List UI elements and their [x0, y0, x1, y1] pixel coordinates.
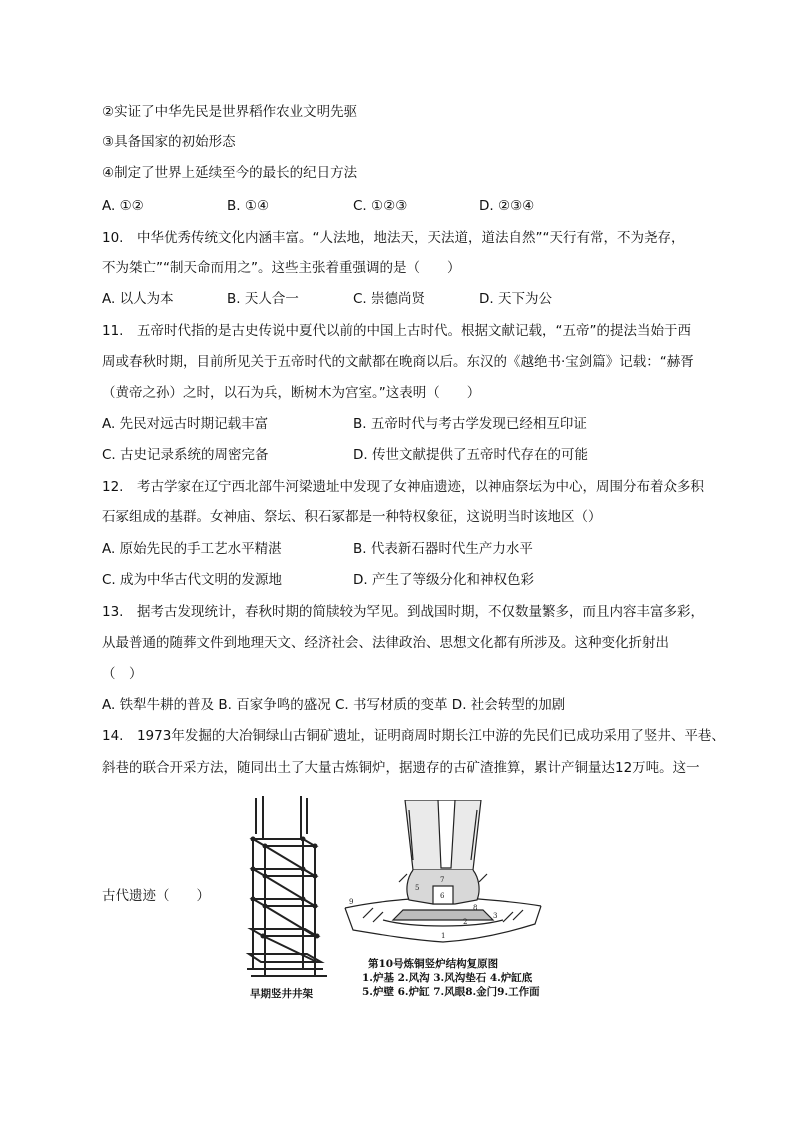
q11-option-b[interactable]: B. 五帝时代与考古学发现已经相互印证 [353, 416, 587, 432]
furnace-label-1: 1 [441, 932, 446, 940]
q13-text-line-1: 13. 据考古发现统计，春秋时期的简牍较为罕见。到战国时期，不仅数量繁多，而且内容丰富多彩， [102, 604, 704, 620]
q14-text-line-1: 14. 1973年发掘的大冶铜绿山古铜矿遗址，证明商周时期长江中游的先民们已成功采用了竖井、平巷、 [102, 728, 725, 744]
q10-option-c[interactable]: C. 崇德尚贤 [353, 291, 426, 307]
q9-statement-4: ④制定了世界上延续至今的最长的纪日方法 [102, 165, 358, 181]
q11-text-line-1: 11. 五帝时代指的是古史传说中夏代以前的中国上古时代。根据文献记载，“五帝”的提法当始于西 [102, 323, 691, 339]
q9-statement-3: ③具备国家的初始形态 [102, 134, 236, 150]
furnace-label-8: 8 [473, 904, 478, 912]
q10-option-b[interactable]: B. 天人合一 [227, 291, 299, 307]
furnace-label-9: 9 [349, 898, 354, 906]
q9-statement-2: ②实证了中华先民是世界稻作农业文明先驱 [102, 104, 358, 120]
q12-text-line-2: 石冢组成的基群。女神庙、祭坛、积石冢都是一种特权象征，这说明当时该地区（） [102, 509, 602, 525]
q9-option-b[interactable]: B. ①④ [227, 198, 270, 214]
q10-text-line-2: 不为桀亡”“制天命而用之”。这些主张着重强调的是（ ） [102, 260, 461, 276]
q10-option-a[interactable]: A. 以人为本 [102, 291, 174, 307]
furnace-label-7: 7 [440, 876, 445, 884]
q14-text-line-2: 斜巷的联合开采方法，随同出土了大量古炼铜炉，据遗存的古矿渣推算，累计产铜量达12万吨。这一 [102, 760, 700, 776]
q13-options[interactable]: A. 铁犁牛耕的普及 B. 百家争鸣的盛况 C. 书写材质的变革 D. 社会转型的加剧 [102, 697, 566, 713]
q9-option-d[interactable]: D. ②③④ [479, 198, 535, 214]
q10-option-d[interactable]: D. 天下为公 [479, 291, 552, 307]
q12-option-a[interactable]: A. 原始先民的手工艺水平精湛 [102, 541, 282, 557]
q9-option-a[interactable]: A. ①② [102, 198, 144, 214]
furnace-caption-title: 第10号炼铜竖炉结构复原图 [368, 958, 499, 970]
q11-option-d[interactable]: D. 传世文献提供了五帝时代存在的可能 [353, 447, 588, 463]
furnace-label-2: 2 [463, 918, 468, 926]
furnace-figure [343, 800, 543, 960]
shaft-frame-figure [243, 794, 333, 984]
q11-option-a[interactable]: A. 先民对远古时期记载丰富 [102, 416, 269, 432]
q12-option-d[interactable]: D. 产生了等级分化和神权色彩 [353, 572, 534, 588]
shaft-frame-caption: 早期竖井井架 [250, 988, 313, 1000]
furnace-caption-line-1: 1.炉基 2.风沟 3.风沟垫石 4.炉缸底 [362, 972, 533, 984]
furnace-label-5: 5 [415, 884, 420, 892]
q13-text-line-2: 从最普通的随葬文件到地理天文、经济社会、法律政治、思想文化都有所涉及。这种变化折射出 [102, 635, 669, 651]
q12-option-c[interactable]: C. 成为中华古代文明的发源地 [102, 572, 283, 588]
q12-text-line-1: 12. 考古学家在辽宁西北部牛河梁遗址中发现了女神庙遗迹，以神庙祭坛为中心，周围分布着众多积 [102, 479, 704, 495]
furnace-caption-line-2: 5.炉壁 6.炉缸 7.风眼8.金门9.工作面 [362, 986, 540, 998]
q9-option-c[interactable]: C. ①②③ [353, 198, 408, 214]
furnace-label-3: 3 [493, 912, 498, 920]
q11-option-c[interactable]: C. 古史记录系统的周密完备 [102, 447, 269, 463]
q11-text-line-3: （黄帝之孙）之时，以石为兵，断树木为宫室。”这表明（ ） [102, 385, 481, 401]
q13-text-line-3: （ ） [102, 666, 143, 682]
q14-text-line-3: 古代遗迹（ ） [102, 888, 210, 904]
q10-text-line-1: 10. 中华优秀传统文化内涵丰富。“人法地，地法天，天法道，道法自然”“天行有常，不为尧存， [102, 230, 685, 246]
furnace-label-6: 6 [440, 892, 445, 900]
q11-text-line-2: 周或春秋时期，目前所见关于五帝时代的文献都在晚商以后。东汉的《越绝书·宝剑篇》记载：“赫胥 [102, 354, 694, 370]
q12-option-b[interactable]: B. 代表新石器时代生产力水平 [353, 541, 533, 557]
